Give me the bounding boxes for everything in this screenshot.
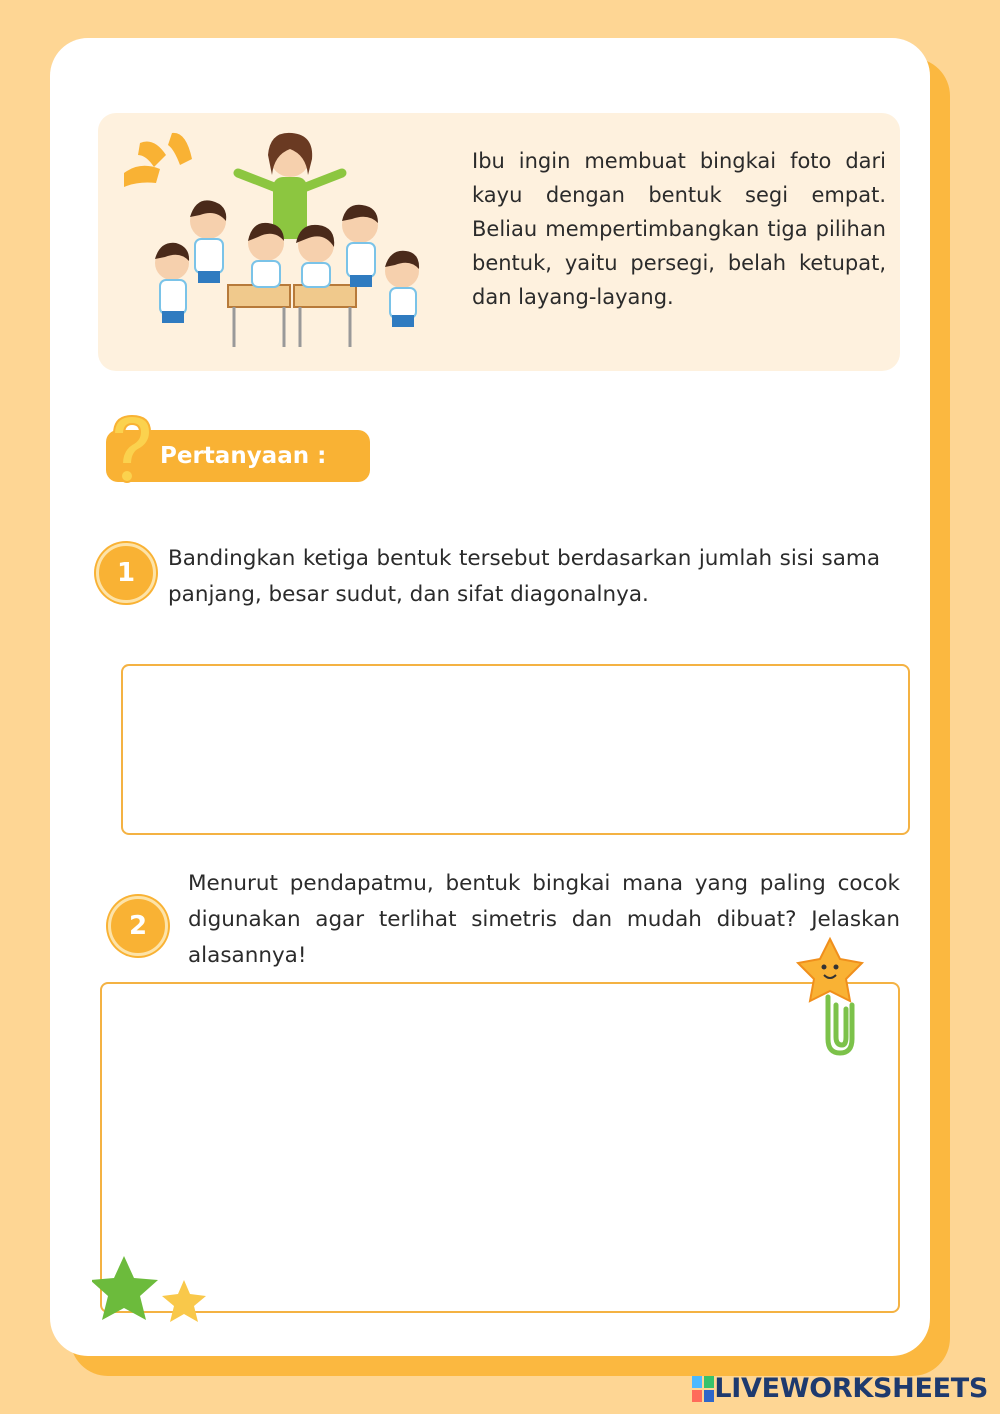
question-mark-icon [100,410,160,490]
liveworksheets-brand: LIVEWORKSHEETS [714,1373,988,1404]
liveworksheets-logo-icon [692,1376,714,1402]
question-2-text: Menurut pendapatmu, bentuk bingkai mana yang paling cocok digunakan agar terlihat simetris dan mudah dibuat? Jelaskan alasannya! [188,871,900,968]
star-paperclip-icon [790,935,870,1060]
question-1-text: Bandingkan ketiga bentuk tersebut berdasarkan jumlah sisi sama panjang, besar sudut, dan sifat diagonalnya. [168,546,880,607]
story-text: Ibu ingin membuat bingkai foto dari kayu dengan bentuk segi empat. Beliau mempertimbangkan tiga pilihan bentuk, yaitu persegi, belah ketupat, dan layang-layang. [472,149,886,309]
question-1-answer-field[interactable] [121,664,910,835]
question-1-number: 1 [96,543,156,603]
stars-decoration-icon [92,1252,222,1336]
teacher-and-students-illustration [110,125,460,360]
questions-title: Pertanyaan : [160,443,327,469]
question-2-number: 2 [108,896,168,956]
